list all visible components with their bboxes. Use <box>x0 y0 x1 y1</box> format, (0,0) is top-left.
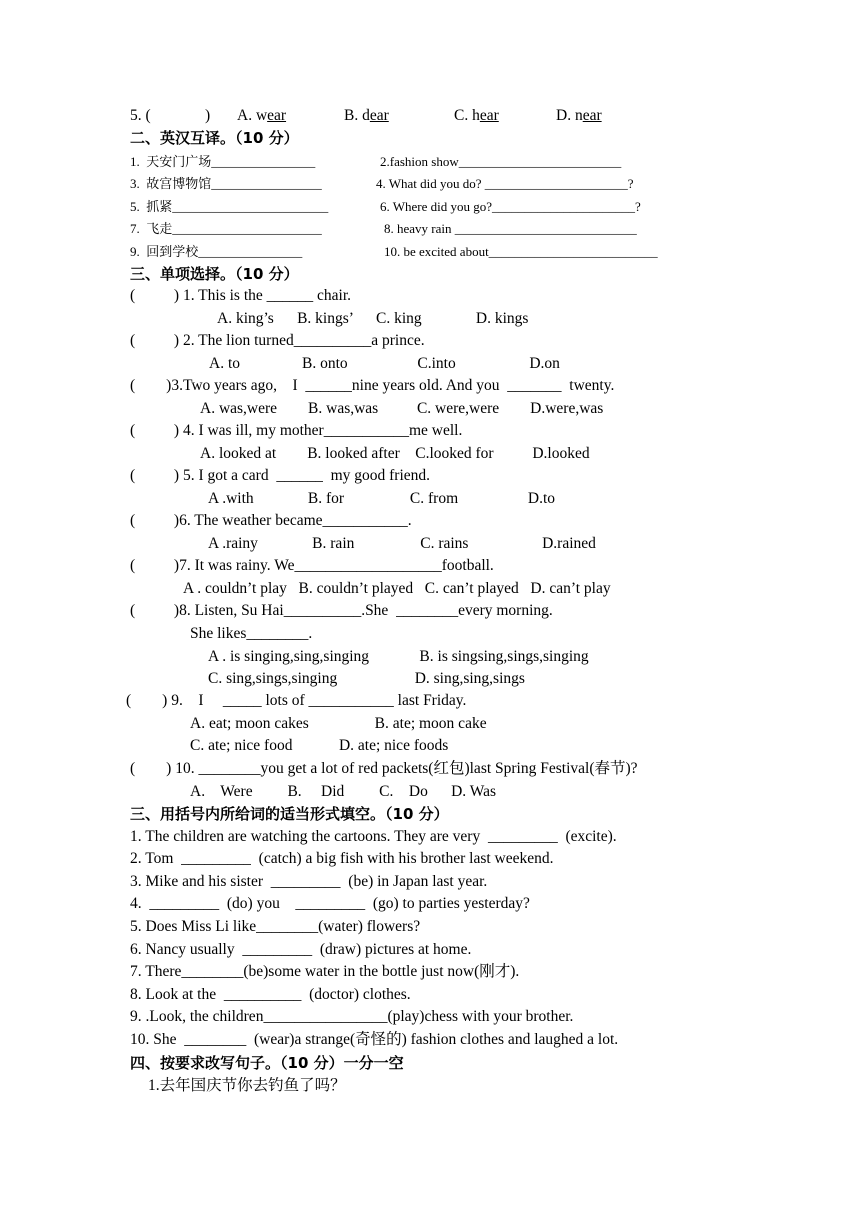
mc-options-8-ab: A . is singing,sing,singing B. is singsing,sings,singing <box>208 648 589 665</box>
translation-item: 5. 抓紧________________________ <box>130 199 329 214</box>
fill-item: 1. The children are watching the cartoons. They are very _________ (excite). <box>130 828 617 845</box>
translation-item: 4. What did you do? ______________________? <box>376 176 634 191</box>
mc-options-3: A. was,were B. was,was C. were,were D.were,was <box>200 400 604 417</box>
section-4-heading: 四、按要求改写句子。（10 分）一分一空 <box>130 1054 404 1072</box>
mc-question-3: ( )3.Two years ago, I ______nine years old. And you _______ twenty. <box>130 377 615 394</box>
section-3-fill-heading: 三、用括号内所给词的适当形式填空。（10 分） <box>130 805 449 823</box>
fill-item: 7. There________(be)some water in the bottle just now(刚才). <box>130 963 520 980</box>
mc-options-1: A. king’s B. kings’ C. king D. kings <box>217 310 529 327</box>
mc-options-6: A .rainy B. rain C. rains D.rained <box>208 535 596 552</box>
rewrite-item-1: 1.去年国庆节你去钓鱼了吗？ <box>148 1077 346 1094</box>
mc-question-8-cont: She likes________. <box>190 625 313 642</box>
fill-item: 10. She ________ (wear)a strange(奇怪的) fashion clothes and laughed a lot. <box>130 1031 619 1048</box>
translation-item: 3. 故宫博物馆_________________ <box>130 176 322 191</box>
mc-options-8-cd: C. sing,sings,singing D. sing,sing,sings <box>208 670 525 687</box>
fill-item: 6. Nancy usually _________ (draw) pictures at home. <box>130 941 472 958</box>
mc-question-8: ( )8. Listen, Su Hai__________.She ________every morning. <box>130 602 553 619</box>
mc-options-7: A . couldn’t play B. couldn’t played C. can’t played D. can’t play <box>183 580 611 597</box>
mc-question-6: ( )6. The weather became___________. <box>130 512 412 529</box>
mc-options-4: A. looked at B. looked after C.looked for D.looked <box>200 445 590 462</box>
q5-option-b: B. dear <box>344 107 389 124</box>
mc-options-9-ab: A. eat; moon cakes B. ate; moon cake <box>190 715 487 732</box>
q5-paren-close: ) <box>205 107 211 124</box>
mc-question-9: ( ) 9. I _____ lots of ___________ last Friday. <box>126 692 467 709</box>
section-3-mc-heading: 三、单项选择。（10 分） <box>130 265 299 283</box>
fill-item: 4. _________ (do) you _________ (go) to parties yesterday? <box>130 895 530 912</box>
fill-item: 5. Does Miss Li like________(water) flowers? <box>130 918 421 935</box>
fill-item: 2. Tom _________ (catch) a big fish with his brother last weekend. <box>130 850 554 867</box>
mc-options-5: A .with B. for C. from D.to <box>208 490 556 507</box>
translation-item: 2.fashion show_________________________ <box>380 154 622 169</box>
mc-question-1: ( ) 1. This is the ______ chair. <box>130 287 351 304</box>
mc-options-10: A. Were B. Did C. Do D. Was <box>190 783 497 800</box>
mc-options-2: A. to B. onto C.into D.on <box>209 355 560 372</box>
translation-item: 6. Where did you go?______________________? <box>380 199 641 214</box>
translation-item: 1. 天安门广场________________ <box>130 154 316 169</box>
translation-item: 8. heavy rain ____________________________ <box>384 221 637 236</box>
q5-option-a: A. wear <box>237 107 287 124</box>
translation-item: 9. 回到学校________________ <box>130 244 303 259</box>
fill-item: 9. .Look, the children________________(play)chess with your brother. <box>130 1008 574 1025</box>
q5-number: 5. ( <box>130 107 151 124</box>
fill-item: 3. Mike and his sister _________ (be) in Japan last year. <box>130 873 488 890</box>
mc-question-5: ( ) 5. I got a card ______ my good friend. <box>130 467 431 484</box>
translation-item: 10. be excited about__________________________ <box>384 244 658 259</box>
fill-item: 8. Look at the __________ (doctor) clothes. <box>130 986 411 1003</box>
q5-option-d: D. near <box>556 107 602 124</box>
section-2-heading: 二、英汉互译。（10 分） <box>130 129 299 147</box>
mc-question-4: ( ) 4. I was ill, my mother___________me well. <box>130 422 463 439</box>
q5-option-c: C. hear <box>454 107 499 124</box>
mc-options-9-cd: C. ate; nice food D. ate; nice foods <box>190 737 449 754</box>
mc-question-10: ( ) 10. ________you get a lot of red packets(红包)last Spring Festival(春节)? <box>130 760 638 777</box>
mc-question-7: ( )7. It was rainy. We___________________football. <box>130 557 494 574</box>
mc-question-2: ( ) 2. The lion turned__________a prince. <box>130 332 425 349</box>
translation-item: 7. 飞走_______________________ <box>130 221 322 236</box>
